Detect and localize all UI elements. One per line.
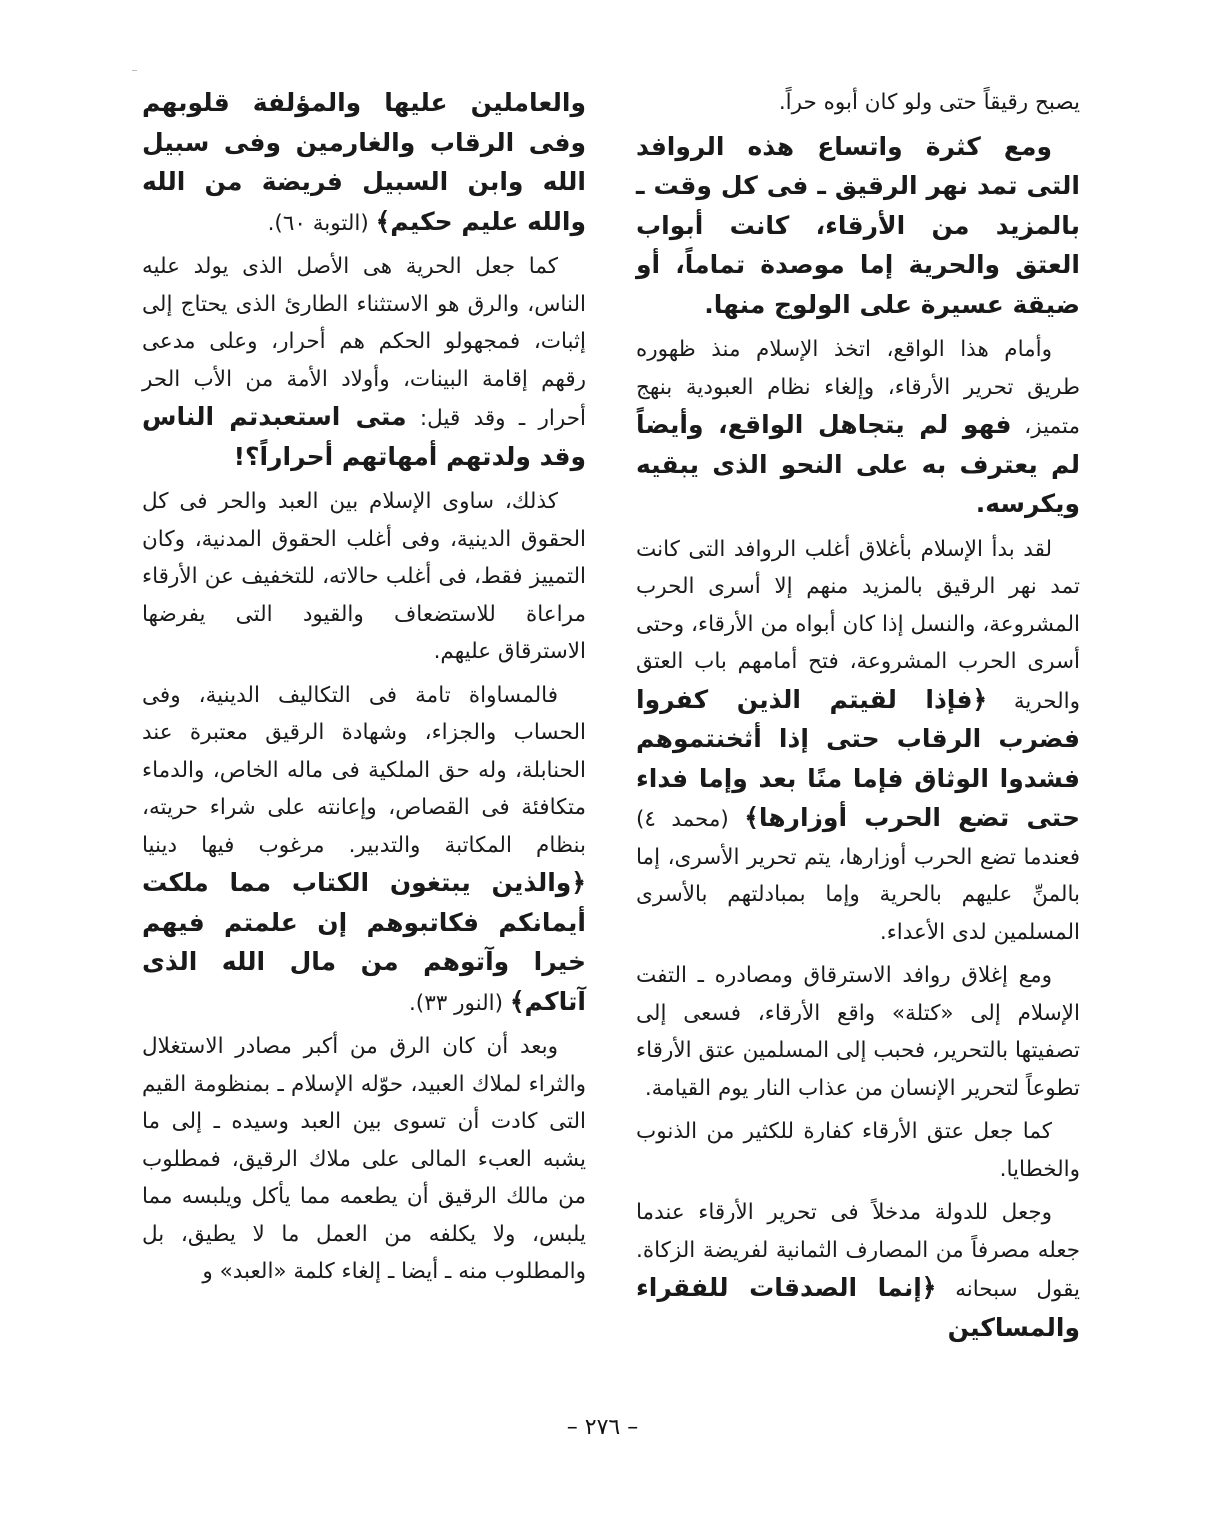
body-text: (النور ٣٣). [408, 990, 510, 1016]
paragraph [636, 1194, 1080, 1348]
body-text: كما جعل عتق الأرقاء كفارة للكثير من الذنوب والخطايا. [636, 1119, 1080, 1182]
body-text: وأمام هذا الواقع، اتخذ الإسلام منذ ظهوره طريق تحرير الأرقاء، وإلغاء نظام العبودية بنهج متميز، [636, 337, 1080, 439]
left-column [142, 84, 586, 1297]
emphasized-text: ﴿إنما الصدقات للفقراء والمساكين [636, 1273, 1080, 1342]
emphasized-text: والعاملين عليها والمؤلفة قلوبهم وفى الرقاب والغارمين وفى سبيل الله وابن السبيل فريضة من الله والله عليم حكيم﴾ [142, 88, 586, 236]
body-text: (التوبة ٦٠). [267, 210, 376, 236]
paragraph [636, 84, 1080, 122]
emphasized-text: ومع كثرة واتساع هذه الروافد التى تمد نهر الرقيق ـ فى كل وقت ـ بالمزيد من الأرقاء، كانت أبواب العتق والحرية إما موصدة تماماً، أو ضيقة عسيرة على الولوج منها. [636, 131, 1080, 319]
paragraph [142, 248, 586, 477]
body-text: وجعل للدولة مدخلاً فى تحرير الأرقاء عندما جعله مصرفاً من المصارف الثمانية لفريضة الزكاة. يقول سبحانه [636, 1200, 1080, 1302]
emphasized-text: ﴿والذين يبتغون الكتاب مما ملكت أيمانكم فكاتبوهم إن علمتم فيهم خيرا وآتوهم من مال الله الذى آتاكم﴾ [142, 868, 586, 1016]
right-column [636, 84, 1080, 1354]
paragraph [636, 1113, 1080, 1188]
paragraph [636, 957, 1080, 1107]
emphasized-text: ﴿فإذا لقيتم الذين كفروا فضرب الرقاب حتى إذا أثخنتموهم فشدوا الوثاق فإما منًا بعد وإما فداء حتى تضع الحرب أوزارها﴾ [636, 684, 1080, 832]
body-text: (محمد ٤) فعندما تضع الحرب أوزارها، يتم تحرير الأسرى، إما بالمنِّ عليهم بالحرية وإما بمبادلتهم بالأسرى المسلمين لدى الأعداء. [636, 807, 1080, 945]
paragraph [142, 84, 586, 242]
paragraph [636, 128, 1080, 326]
body-text: فالمساواة تامة فى التكاليف الدينية، وفى الحساب والجزاء، وشهادة الرقيق معتبرة عند الحنابلة، وله حق الملكية فى ماله الخاص، والدماء متكافئة فى القصاص، وإعانته على شراء حريته، بنظام المكاتبة والتدبير. مرغوب فيها دينيا [142, 682, 586, 858]
paragraph [636, 531, 1080, 952]
body-text: ومع إغلاق روافد الاسترقاق ومصادره ـ التفت الإسلام إلى «كتلة» واقع الأرقاء، فسعى إلى تصفيتها بالتحرير، فحبب إلى المسلمين عتق الأرقاء تطوعاً لتحرير الإنسان من عذاب النار يوم القيامة. [636, 963, 1080, 1101]
paragraph [142, 677, 586, 1023]
body-text: كذلك، ساوى الإسلام بين العبد والحر فى كل الحقوق الدينية، وفى أغلب الحقوق المدنية، وكان التمييز فقط، فى أغلب حالاته، للتخفيف عن الأرقاء مراعاة للاستضعاف والقيود التى يفرضها الاسترقاق عليهم. [142, 489, 586, 664]
page-number: – ٢٧٦ – [566, 1415, 639, 1440]
scan-mark [132, 70, 137, 71]
body-text: لقد بدأ الإسلام بأغلاق أغلب الروافد التى كانت تمد نهر الرقيق بالمزيد منهم إلا أسرى الحرب المشروعة، والنسل إذا كان أبواه من الأرقاء، وحتى أسرى الحرب المشروعة، فتح أمامهم باب العتق والحرية [636, 536, 1080, 714]
emphasized-text: فهو لم يتجاهل الواقع، وأيضاً لم يعترف به على النحو الذى يبقيه ويكرسه. [636, 410, 1080, 518]
paragraph [142, 1028, 586, 1291]
paragraph [636, 331, 1080, 525]
body-text: يصبح رقيقاً حتى ولو كان أبوه حراً. [778, 90, 1080, 115]
body-text: كما جعل الحرية هى الأصل الذى يولد عليه الناس، والرق هو الاستثناء الطارئ الذى يحتاج إلى إثبات، فمجهولو الحكم هم أحرار، وعلى مدعى رقهم إقامة البينات، وأولاد الأمة من الأب الحر أحرار ـ وقد قيل: [142, 254, 586, 431]
emphasized-text: متى استعبدتم الناس وقد ولدتهم أمهاتهم أحراراً؟! [142, 402, 586, 471]
paragraph [142, 483, 586, 671]
body-text: وبعد أن كان الرق من أكبر مصادر الاستغلال والثراء لملاك العبيد، حوّله الإسلام ـ بمنظومة القيم التى كادت أن تسوى بين العبد وسيده ـ إلى ما يشبه العبء المالى على ملاك الرقيق، فمطلوب من مالك الرقيق أن يطعمه مما يأكل ويلبسه مما يلبس، ولا يكلفه من العمل ما لا يطيق، بل والمطلوب منه ـ أيضا ـ إلغاء كلمة «العبد» و [142, 1034, 586, 1284]
